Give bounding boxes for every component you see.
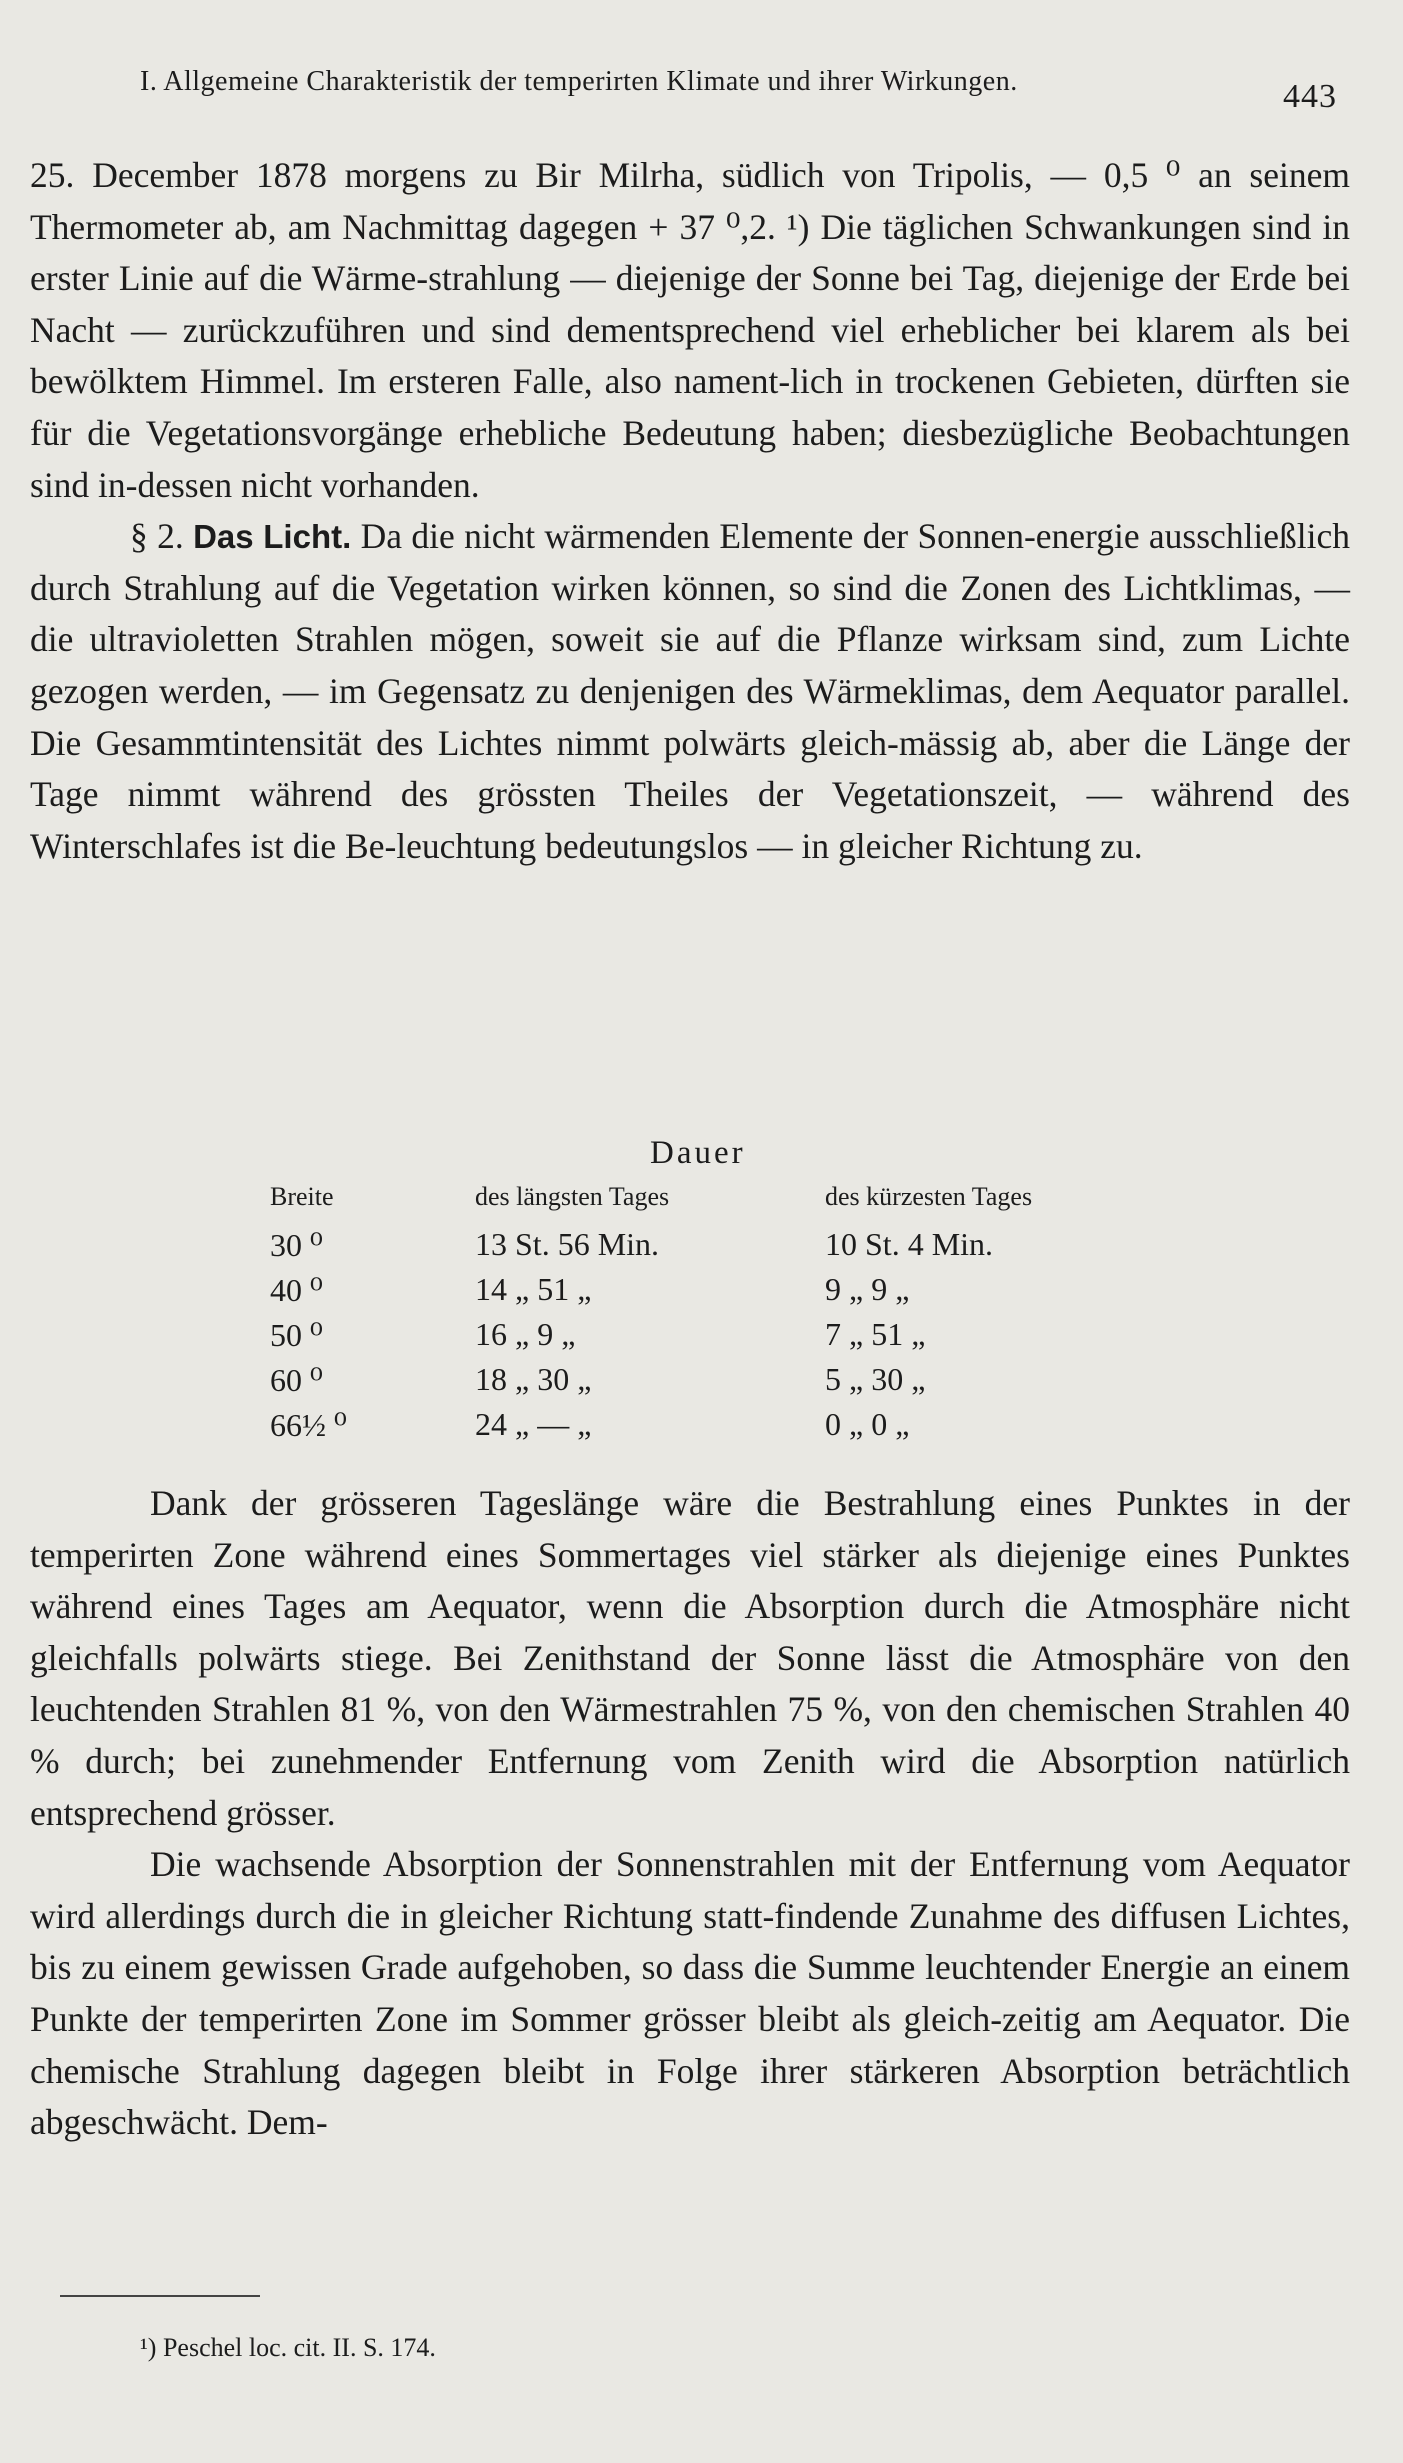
paragraph-diffuse-light: Die wachsende Absorption der Sonnenstrahlen mit der Entfernung vom Aequator wird allerdings durch die in gleicher Richtung statt-findende Zunahme des diffusen Lichtes, bis zu einem gewissen Grade aufgehoben, so dass die Summe leuchtender Energie an einem Punkte der temperirten Zone im Sommer grösser bleibt als gleich-zeitig am Aequator. Die chemische Strahlung dagegen bleibt in Folge ihrer stärkeren Absorption beträchtlich abgeschwächt. Dem- — [30, 1844, 1350, 2143]
footnote-rule — [60, 2295, 260, 2297]
paragraph-absorption: Dank der grösseren Tageslänge wäre die Bestrahlung eines Punktes in der temperirten Zone während eines Sommertages viel stärker als diejenige eines Punktes während eines Tages am Aequator, wenn die Absorption durch die Atmosphäre nicht gleichfalls polwärts stiege. Bei Zenithstand der Sonne lässt die Atmosphäre von den leuchtenden Strahlen 81 %, von den Wärmestrahlen 75 %, von den chemischen Strahlen 40 % durch; bei zunehmender Entfernung vom Zenith wird die Absorption natürlich entsprechend grösser. — [30, 1483, 1350, 1833]
text-block-lower — [30, 1478, 1350, 2149]
table-cell-shortest: 0 „ 0 „ — [825, 1406, 910, 1442]
table-row — [270, 1222, 1125, 1267]
table-cell-longest: 24 „ — „ — [475, 1406, 592, 1442]
paragraph-continued: 25. December 1878 morgens zu Bir Milrha, südlich von Tripolis, — 0,5 ⁰ an seinem Thermometer ab, am Nachmittag dagegen + 37 ⁰,2. ¹) Die täglichen Schwankungen sind in erster Linie auf die Wärme-strahlung — diejenige der Sonne bei Tag, diejenige der Erde bei Nacht — zurückzuführen und sind dementsprechend viel erheblicher bei klarem als bei bewölktem Himmel. Im ersteren Falle, also nament-lich in trockenen Gebieten, dürften sie für die Vegetationsvorgänge erhebliche Bedeutung haben; diesbezügliche Beobachtungen sind in-dessen nicht vorhanden. — [30, 155, 1350, 505]
table-cell-shortest: 10 St. 4 Min. — [825, 1226, 994, 1262]
table-cell-longest: 16 „ 9 „ — [475, 1316, 576, 1352]
table-cell-latitude: 40 ⁰ — [270, 1271, 323, 1308]
daylength-table — [270, 1182, 1125, 1447]
table-cell-shortest: 9 „ 9 „ — [825, 1271, 910, 1307]
section-marker: § 2. — [130, 516, 184, 557]
table-row — [270, 1267, 1125, 1312]
table-row — [270, 1357, 1125, 1402]
table-cell-shortest: 5 „ 30 „ — [825, 1361, 926, 1397]
table-row — [270, 1312, 1125, 1357]
table-cell-latitude: 50 ⁰ — [270, 1316, 323, 1353]
page-number: 443 — [1283, 78, 1337, 115]
table-header-shortest-day: des kürzesten Tages — [825, 1182, 1033, 1211]
table-header-longest-day: des längsten Tages — [475, 1182, 670, 1211]
section-paragraph — [30, 511, 1350, 872]
footnote: ¹) Peschel loc. cit. II. S. 174. — [140, 2333, 436, 2362]
table-cell-longest: 13 St. 56 Min. — [475, 1226, 660, 1262]
table-cell-longest: 14 „ 51 „ — [475, 1271, 592, 1307]
table-group-header: Dauer — [650, 1135, 746, 1171]
table-cell-latitude: 30 ⁰ — [270, 1226, 323, 1263]
table-header-latitude: Breite — [270, 1182, 334, 1211]
table-row — [270, 1402, 1125, 1447]
table-cell-latitude: 66½ ⁰ — [270, 1406, 347, 1443]
table-cell-shortest: 7 „ 51 „ — [825, 1316, 926, 1352]
section-text: Da die nicht wärmenden Elemente der Sonnen-energie ausschließlich durch Strahlung auf die Vegetation wirken können, so sind die Zonen des Lichtklimas, — die ultravioletten Strahlen mögen, soweit sie auf die Pflanze wirksam sind, zum Lichte gezogen werden, — im Gegensatz zu denjenigen des Wärmeklimas, dem Aequator parallel. Die Gesammtintensität des Lichtes nimmt polwärts gleich-mässig ab, aber die Länge der Tage nimmt während des grössten Theiles der Vegetationszeit, — während des Winterschlafes ist die Be-leuchtung bedeutungslos — in gleicher Richtung zu. — [30, 516, 1351, 866]
text-block-upper — [30, 150, 1350, 872]
running-header: I. Allgemeine Charakteristik der temperirten Klimate und ihrer Wirkungen. — [140, 66, 1018, 97]
table-cell-latitude: 60 ⁰ — [270, 1361, 323, 1398]
table-cell-longest: 18 „ 30 „ — [475, 1361, 592, 1397]
section-title: Das Licht. — [193, 518, 352, 556]
